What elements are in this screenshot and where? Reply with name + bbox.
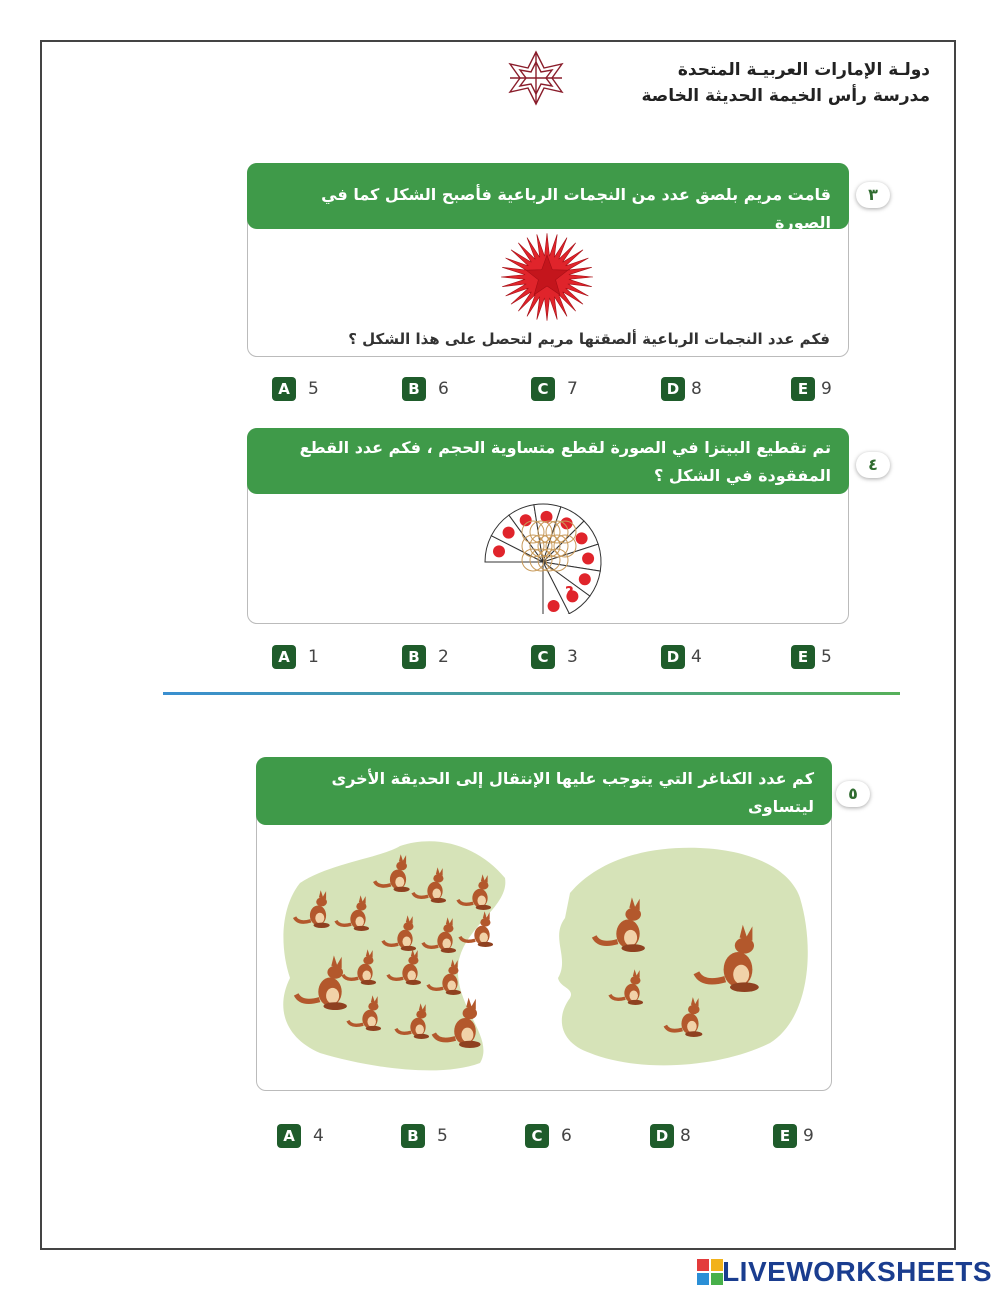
q3-option-e[interactable] <box>791 377 832 401</box>
pepperoni <box>503 527 515 539</box>
option-value: 9 <box>821 379 832 399</box>
option-letter: A <box>277 1124 301 1148</box>
missing-mark: ? <box>565 583 574 601</box>
school-logo-icon <box>500 50 572 106</box>
question-4-title <box>247 428 849 494</box>
q5-option-a[interactable] <box>277 1124 324 1148</box>
q3-option-a[interactable] <box>272 377 319 401</box>
q3-option-d[interactable] <box>661 377 702 401</box>
pizza-figure <box>470 502 620 614</box>
q3-option-b[interactable] <box>402 377 449 401</box>
header-school: مدرسة رأس الخيمة الحديثة الخاصة <box>641 86 930 106</box>
option-letter: D <box>650 1124 674 1148</box>
section-divider <box>163 692 900 695</box>
pepperoni <box>493 545 505 557</box>
option-letter: B <box>402 645 426 669</box>
right-park <box>558 848 808 1066</box>
q5-option-d[interactable] <box>650 1124 691 1148</box>
question-4-line1: تم تقطيع البيتزا في الصورة لقطع متساوية الحجم ، فكم عدد القطع <box>299 438 831 457</box>
option-value: 8 <box>680 1126 691 1146</box>
star-burst-figure <box>494 230 600 324</box>
liveworksheets-logo-icon <box>697 1259 723 1285</box>
question-3-number: ٣ <box>856 182 890 208</box>
option-value: 4 <box>691 647 702 667</box>
option-letter: D <box>661 645 685 669</box>
q5-option-c[interactable] <box>525 1124 572 1148</box>
pepperoni <box>548 600 560 612</box>
q4-option-b[interactable] <box>402 645 449 669</box>
option-value: 5 <box>437 1126 448 1146</box>
pepperoni <box>576 532 588 544</box>
option-value: 6 <box>561 1126 572 1146</box>
parks-figure <box>270 838 820 1078</box>
option-letter: A <box>272 377 296 401</box>
q5-option-e[interactable] <box>773 1124 814 1148</box>
question-4-line2: المفقودة في الشكل ؟ <box>654 466 831 485</box>
option-letter: C <box>525 1124 549 1148</box>
pepperoni <box>579 573 591 585</box>
option-letter: A <box>272 645 296 669</box>
q3-option-c[interactable] <box>531 377 578 401</box>
pepperoni <box>582 553 594 565</box>
option-value: 3 <box>567 647 578 667</box>
option-value: 7 <box>567 379 578 399</box>
option-letter: D <box>661 377 685 401</box>
option-letter: E <box>773 1124 797 1148</box>
q5-option-b[interactable] <box>401 1124 448 1148</box>
option-value: 8 <box>691 379 702 399</box>
q4-option-d[interactable] <box>661 645 702 669</box>
option-value: 5 <box>308 379 319 399</box>
question-3-title: قامت مريم بلصق عدد من النجمات الرباعية فأصبح الشكل كما في الصورة <box>247 163 849 229</box>
question-5-line2: عددها في الحديقتين؟ <box>644 825 814 844</box>
question-4-number: ٤ <box>856 452 890 478</box>
option-letter: B <box>401 1124 425 1148</box>
option-value: 9 <box>803 1126 814 1146</box>
q4-option-a[interactable] <box>272 645 319 669</box>
question-3-subquestion: فكم عدد النجمات الرباعية ألصقتها مريم لتحصل على هذا الشكل ؟ <box>348 330 830 348</box>
option-value: 2 <box>438 647 449 667</box>
question-5-title <box>256 757 832 844</box>
q4-option-e[interactable] <box>791 645 832 669</box>
option-letter: E <box>791 645 815 669</box>
option-letter: C <box>531 377 555 401</box>
option-value: 1 <box>308 647 319 667</box>
header-country: دولـة الإمارات العربيـة المتحدة <box>677 60 930 80</box>
option-value: 5 <box>821 647 832 667</box>
footer-brand: LIVEWORKSHEETS <box>722 1256 992 1287</box>
option-letter: B <box>402 377 426 401</box>
question-5-line1: كم عدد الكناغر التي يتوجب عليها الإنتقال إلى الحديقة الأخرى ليتساوى <box>331 769 814 816</box>
option-letter: E <box>791 377 815 401</box>
question-5-number: ٥ <box>836 781 870 807</box>
option-value: 6 <box>438 379 449 399</box>
option-letter: C <box>531 645 555 669</box>
option-value: 4 <box>313 1126 324 1146</box>
q4-option-c[interactable] <box>531 645 578 669</box>
